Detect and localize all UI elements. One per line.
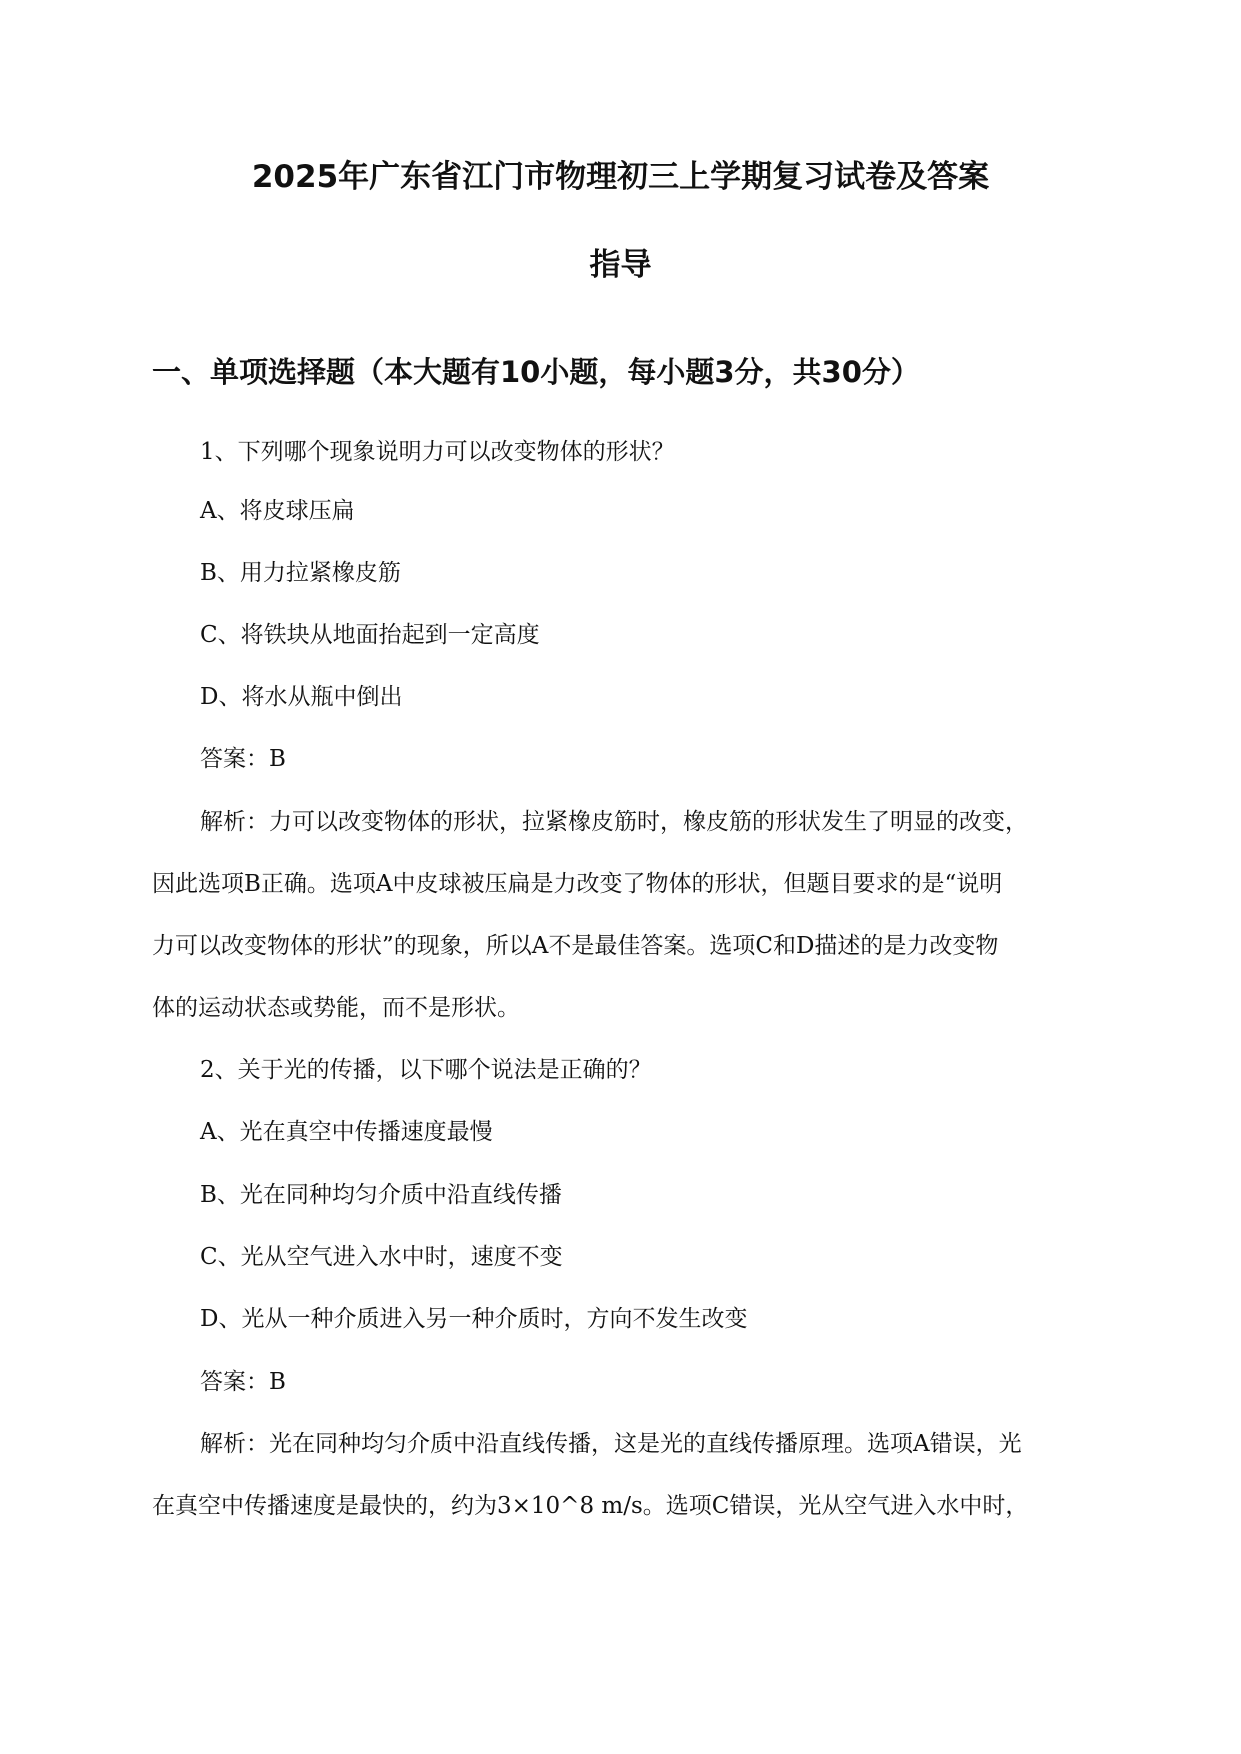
question-2-option-b: B、光在同种均匀介质中沿直线传播 <box>200 1182 562 1208</box>
question-1-answer: 答案：B <box>200 746 286 772</box>
question-2-analysis-line: 在真空中传播速度是最快的，约为3×10^8 m/s。选项C错误，光从空气进入水中时， <box>152 1493 1029 1519</box>
question-2-stem: 2、关于光的传播，以下哪个说法是正确的？ <box>200 1057 652 1083</box>
question-2-answer: 答案：B <box>200 1369 286 1395</box>
question-1-option-a: A、将皮球压扁 <box>200 498 355 524</box>
question-2-option-a: A、光在真空中传播速度最慢 <box>200 1119 493 1145</box>
question-1-analysis-line: 体的运动状态或势能，而不是形状。 <box>152 995 520 1021</box>
document-title-continued: 指导 <box>589 247 652 283</box>
question-1-option-c: C、将铁块从地面抬起到一定高度 <box>200 622 540 648</box>
question-2-analysis-line: 解析：光在同种均匀介质中沿直线传播，这是光的直线传播原理。选项A错误，光 <box>200 1431 1022 1457</box>
question-1-analysis-line: 解析：力可以改变物体的形状，拉紧橡皮筋时，橡皮筋的形状发生了明显的改变， <box>200 809 1028 835</box>
question-1-analysis-line: 力可以改变物体的形状”的现象，所以A不是最佳答案。选项C和D描述的是力改变物 <box>152 933 999 959</box>
document-title: 2025年广东省江门市物理初三上学期复习试卷及答案 <box>251 159 990 195</box>
question-1-option-d: D、将水从瓶中倒出 <box>200 684 403 710</box>
question-1-stem: 1、下列哪个现象说明力可以改变物体的形状？ <box>200 439 675 465</box>
question-1-option-b: B、用力拉紧橡皮筋 <box>200 560 401 586</box>
question-2-option-d: D、光从一种介质进入另一种介质时，方向不发生改变 <box>200 1306 748 1332</box>
section-heading: 一、单项选择题（本大题有10小题，每小题3分，共30分） <box>152 355 920 389</box>
question-2-option-c: C、光从空气进入水中时，速度不变 <box>200 1244 563 1270</box>
question-1-analysis-line: 因此选项B正确。选项A中皮球被压扁是力改变了物体的形状，但题目要求的是“说明 <box>152 871 1003 897</box>
